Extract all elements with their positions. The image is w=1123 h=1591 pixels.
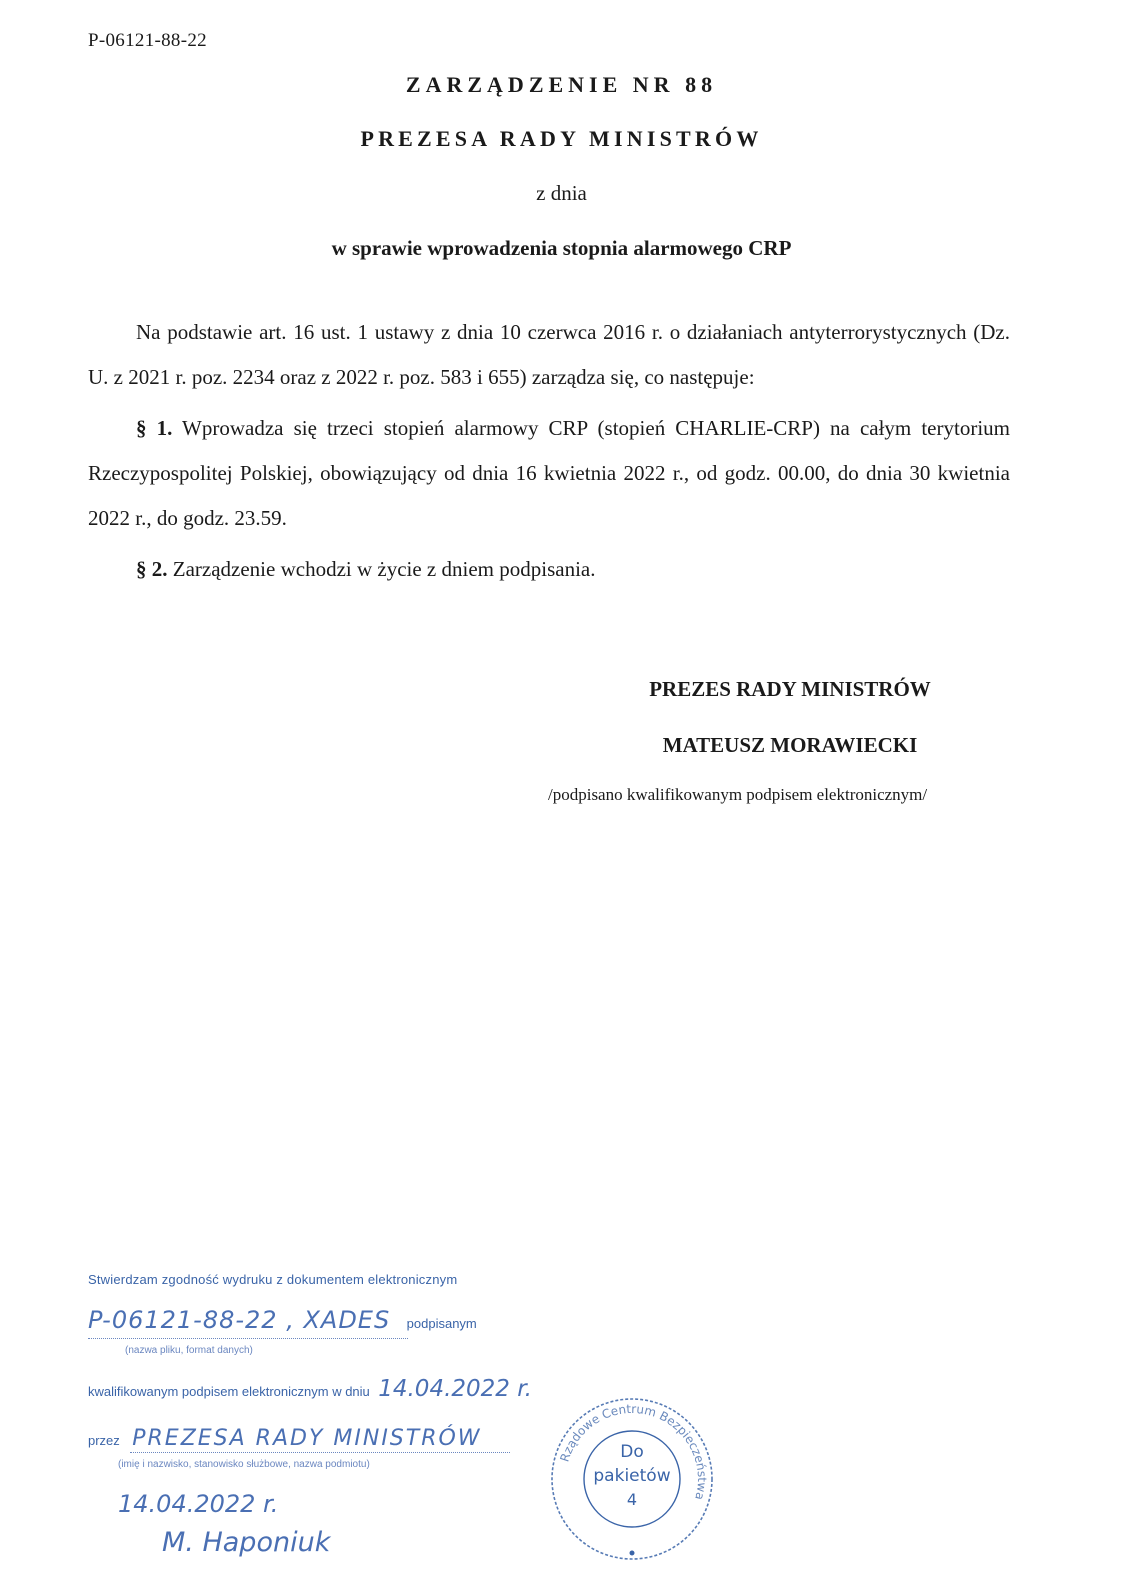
paragraph-1-marker: § 1. bbox=[136, 416, 173, 440]
file-suffix: podpisanym bbox=[406, 1316, 477, 1331]
paragraph-2 bbox=[88, 547, 1010, 592]
paragraph-2-text: Zarządzenie wchodzi w życie z dniem podpisania. bbox=[167, 557, 596, 581]
document-reference: P-06121-88-22 bbox=[88, 30, 207, 51]
stamp-dot bbox=[630, 1551, 635, 1556]
signed-date: 14.04.2022 r. bbox=[378, 1376, 532, 1402]
file-caption: (nazwa pliku, format danych) bbox=[125, 1345, 253, 1356]
paragraph-1 bbox=[88, 406, 1010, 541]
stamp-graphic bbox=[548, 1395, 716, 1563]
stamp-ring-text-path: Rządowe Centrum Bezpieczeństwa bbox=[557, 1401, 710, 1502]
signatory-title: PREZES RADY MINISTRÓW bbox=[649, 677, 931, 701]
by-value: PREZESA RADY MINISTRÓW bbox=[132, 1426, 482, 1451]
certification-heading: Stwierdzam zgodność wydruku z dokumentem elektronicznym bbox=[88, 1272, 458, 1287]
signatory-name: MATEUSZ MORAWIECKI bbox=[662, 733, 918, 757]
stamp bbox=[548, 1395, 716, 1563]
paragraph-2-marker: § 2. bbox=[136, 557, 168, 581]
handwritten-date: 14.04.2022 r. bbox=[118, 1490, 279, 1518]
paragraph-1-text: Wprowadza się trzeci stopień alarmowy CRP (stopień CHARLIE-CRP) na całym terytorium Rzeczypospolitej Polskiej, obowiązujący od dnia 16 kwietnia 2022 r., od godz. 00.00, do dnia 30 kwietnia 2022 r., do godz. 23.59. bbox=[88, 416, 1010, 530]
document-subject: w sprawie wprowadzenia stopnia alarmowego CRP bbox=[331, 236, 792, 260]
by-label: przez bbox=[88, 1433, 120, 1448]
stamp-line-1: Do bbox=[620, 1442, 644, 1462]
issuer-title: PREZESA RADY MINISTRÓW bbox=[360, 126, 763, 151]
signature-note: /podpisano kwalifikowanym podpisem elektronicznym/ bbox=[548, 785, 928, 804]
document-title: ZARZĄDZENIE NR 88 bbox=[405, 72, 718, 97]
stamp-line-3: 4 bbox=[626, 1490, 638, 1509]
handwritten-name: M. Haponiuk bbox=[162, 1527, 331, 1558]
by-line bbox=[88, 1426, 482, 1451]
file-handwritten: P-06121-88-22 , XADES bbox=[88, 1306, 391, 1334]
by-caption: (imię i nazwisko, stanowisko służbowe, nazwa podmiotu) bbox=[118, 1459, 370, 1470]
preamble: Na podstawie art. 16 ust. 1 ustawy z dnia 10 czerwca 2016 r. o działaniach antyterrorystycznych (Dz. U. z 2021 r. poz. 2234 oraz z 2022 r. poz. 583 i 655) zarządza się, co następuje: bbox=[88, 320, 1010, 389]
file-line bbox=[88, 1306, 477, 1334]
stamp-line-2: pakietów bbox=[593, 1466, 671, 1486]
signed-line bbox=[88, 1376, 532, 1402]
signed-label: kwalifikowanym podpisem elektronicznym w dniu bbox=[88, 1384, 370, 1399]
date-line: z dnia bbox=[536, 181, 587, 205]
document-body bbox=[88, 310, 1010, 592]
